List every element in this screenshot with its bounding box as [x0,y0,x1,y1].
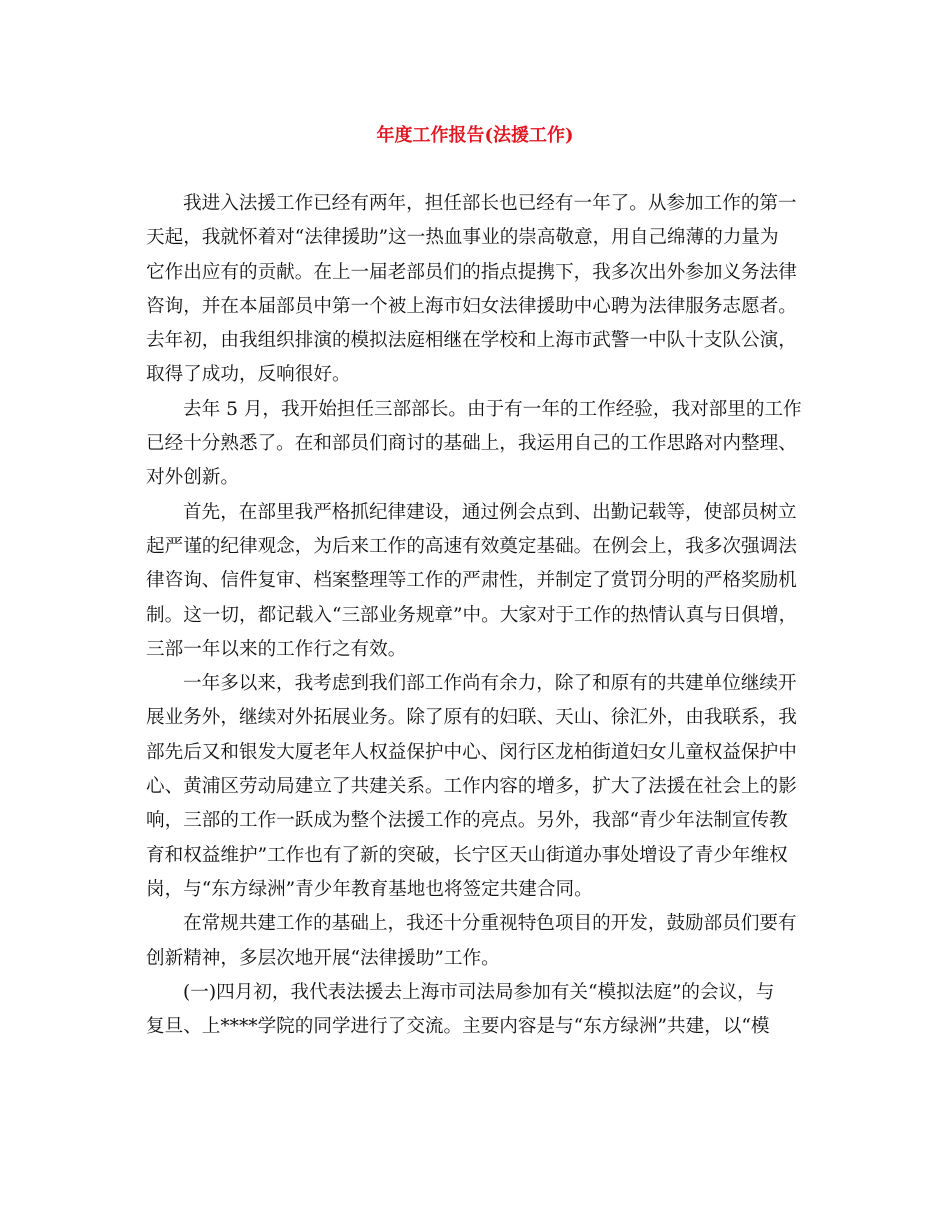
text-line: 天起，我就怀着对“法律援助”这一热血事业的崇高敬意，用自己绵薄的力量为 [146,227,779,249]
text-line: 响，三部的工作一跃成为整个法援工作的亮点。另外，我部“青少年法制宣传教 [146,810,788,832]
text-line: 去年 5 月，我开始担任三部部长。由于有一年的工作经验，我对部里的工作 [183,398,802,420]
text-line: 律咨询、信件复审、档案整理等工作的严肃性，并制定了赏罚分明的严格奖励机 [146,570,797,592]
paragraph [146,907,806,976]
text-line: 去年初，由我组织排演的模拟法庭相继在学校和上海市武警一中队十支队公演， [146,330,797,352]
text-line: 起严谨的纪律观念，为后来工作的高速有效奠定基础。在例会上，我多次强调法 [146,535,797,557]
document-title: 年度工作报告(法援工作) [376,125,574,146]
text-line: 对外创新。 [146,467,239,489]
text-line: 咨询，并在本届部员中第一个被上海市妇女法律援助中心聘为法律服务志愿者。 [146,295,797,317]
text-line: 在常规共建工作的基础上，我还十分重视特色项目的开发，鼓励部员们要有 [183,913,797,935]
text-line: 展业务外，继续对外拓展业务。除了原有的妇联、天山、徐汇外，由我联系，我 [146,707,797,729]
text-line: 部先后又和银发大厦老年人权益保护中心、闵行区龙柏街道妇女儿童权益保护中 [146,741,797,763]
paragraph [146,393,806,496]
text-line: 复旦、上****学院的同学进行了交流。主要内容是与“东方绿洲”共建，以“模 [146,1016,770,1038]
paragraph [146,187,806,393]
text-line: 制。这一切，都记载入“三部业务规章”中。大家对于工作的热情认真与日俱增， [146,604,798,626]
text-line: 首先，在部里我严格抓纪律建设，通过例会点到、出勤记载等，使部员树立 [183,501,797,523]
text-line: 一年多以来，我考虑到我们部工作尚有余力，除了和原有的共建单位继续开 [183,673,797,695]
text-line: 已经十分熟悉了。在和部员们商讨的基础上，我运用自己的工作思路对内整理、 [146,433,797,455]
text-line: 岗，与“东方绿洲”青少年教育基地也将签定共建合同。 [146,878,593,900]
text-line: 创新精神，多层次地开展“法律援助”工作。 [146,947,500,969]
paragraph [146,667,806,907]
text-line: 取得了成功，反响很好。 [146,364,351,386]
text-line: 三部一年以来的工作行之有效。 [146,638,407,660]
text-line: (一)四月初，我代表法援去上海市司法局参加有关“模拟法庭”的会议，与 [183,981,775,1003]
text-line: 我进入法援工作已经有两年，担任部长也已经有一年了。从参加工作的第一 [183,193,797,214]
text-line: 它作出应有的贡献。在上一届老部员们的指点提携下，我多次出外参加义务法律 [146,261,797,283]
paragraph [146,976,806,1045]
text-line: 育和权益维护”工作也有了新的突破，长宁区天山街道办事处增设了青少年维权 [146,844,788,866]
text-line: 心、黄浦区劳动局建立了共建关系。工作内容的增多，扩大了法援在社会上的影 [146,776,797,798]
paragraph [146,496,806,667]
document-body [146,187,806,1044]
